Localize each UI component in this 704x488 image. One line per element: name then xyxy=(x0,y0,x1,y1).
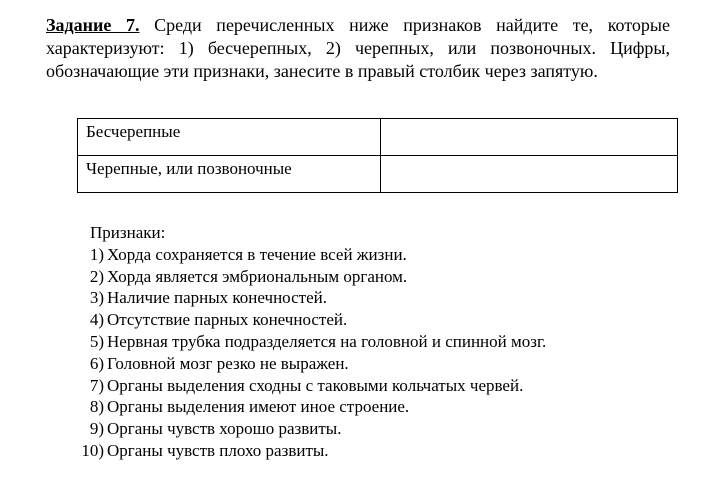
table-row xyxy=(78,156,678,193)
row-label-acrania: Бесчерепные xyxy=(78,119,381,156)
item-text: Головной мозг резко не выражен. xyxy=(107,353,349,373)
signs-list xyxy=(74,222,546,462)
answer-table xyxy=(77,118,678,193)
item-text: Органы выделения имеют иное строение. xyxy=(107,397,410,417)
row-label-vertebrates: Черепные, или позвоночные xyxy=(78,156,381,193)
item-text: Органы чувств плохо развиты. xyxy=(107,440,329,460)
item-number: 7) xyxy=(89,375,104,395)
item-text: Хорда является эмбриональным органом. xyxy=(107,266,408,286)
item-number: 9) xyxy=(89,419,104,439)
item-text: Органы выделения сходны с таковыми кольчатых червей. xyxy=(107,375,524,395)
task-text: Среди перечисленных ниже признаков найдите те, которые характеризуют: 1) бесчерепных, 2) черепных, или позвоночных. Цифры, обозначающие эти признаки, занесите в правый столбик через запятую. xyxy=(46,15,671,81)
list-item xyxy=(74,266,546,288)
list-item xyxy=(74,375,546,397)
item-number: 1) xyxy=(89,244,104,264)
task-label: Задание 7. xyxy=(46,15,140,35)
answer-cell-vertebrates[interactable] xyxy=(381,156,678,193)
list-item xyxy=(74,244,546,266)
item-number: 5) xyxy=(89,331,104,351)
item-text: Органы чувств хорошо развиты. xyxy=(107,419,342,439)
answer-cell-acrania[interactable] xyxy=(381,119,678,156)
task-statement xyxy=(46,14,670,83)
item-text: Хорда сохраняется в течение всей жизни. xyxy=(107,244,407,264)
list-item xyxy=(74,331,546,353)
list-item xyxy=(74,396,546,418)
signs-title: Признаки: xyxy=(90,223,166,242)
item-text: Отсутствие парных конечностей. xyxy=(107,310,348,330)
list-item xyxy=(74,440,546,462)
item-number: 10) xyxy=(81,440,104,460)
list-item xyxy=(74,309,546,331)
item-text: Нервная трубка подразделяется на головной и спинной мозг. xyxy=(107,331,547,351)
item-text: Наличие парных конечностей. xyxy=(107,288,327,308)
item-number: 4) xyxy=(89,310,104,330)
list-item xyxy=(74,418,546,440)
item-number: 3) xyxy=(89,288,104,308)
list-item xyxy=(74,287,546,309)
item-number: 8) xyxy=(89,397,104,417)
item-number: 6) xyxy=(89,353,104,373)
list-item xyxy=(74,353,546,375)
item-number: 2) xyxy=(89,266,104,286)
table-row xyxy=(78,119,678,156)
